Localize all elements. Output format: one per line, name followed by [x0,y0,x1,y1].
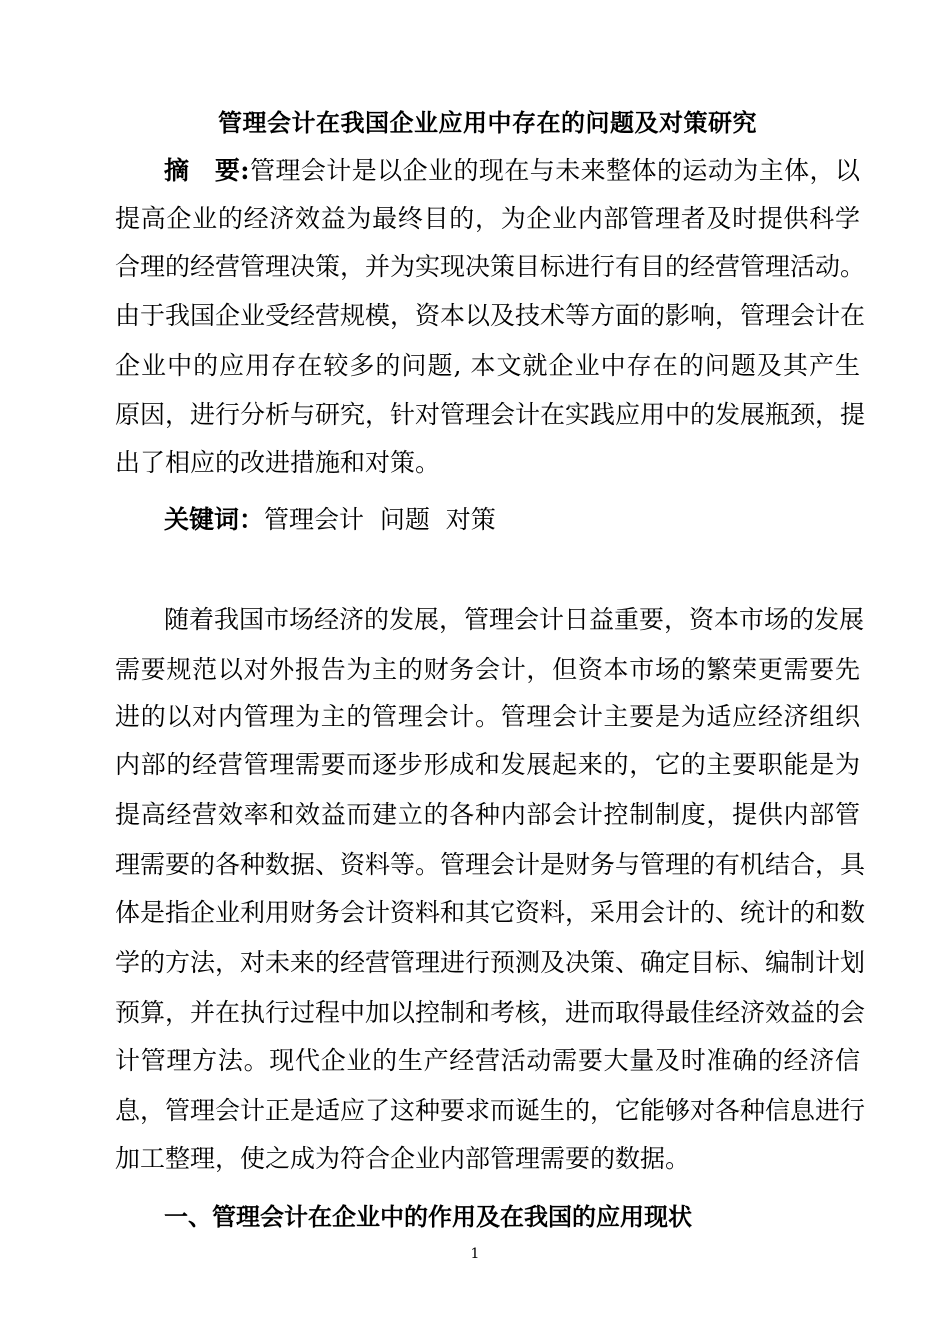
abstract-line-3: 合理的经营管理决策，并为实现决策目标进行有目的经营管理活动。 [115,252,866,281]
section-heading: 一、管理会计在企业中的作用及在我国的应用现状 [164,1202,692,1231]
body-line-11: 息，管理会计正是适应了这种要求而诞生的，它能够对各种信息进行 [115,1096,866,1125]
body-line-7: 体是指企业利用财务会计资料和其它资料，采用会计的、统计的和数 [115,898,866,927]
abstract-text: 管理会计是以企业的现在与未来整体的运动为主体，以 [249,156,860,185]
keywords-label: 关键词： [164,505,265,534]
body-line-10: 计管理方法。现代企业的生产经营活动需要大量及时准确的经济信 [115,1046,860,1075]
body-line-9: 预算，并在执行过程中加以控制和考核，进而取得最佳经济效益的会 [115,998,866,1027]
abstract-line-5: 企业中的应用存在较多的问题, 本文就企业中存在的问题及其产生 [115,351,860,380]
body-line-6: 理需要的各种数据、资料等。管理会计是财务与管理的有机结合，具 [115,850,866,879]
document-title: 管理会计在我国企业应用中存在的问题及对策研究 [218,108,757,137]
abstract-line-4: 由于我国企业受经营规模，资本以及技术等方面的影响，管理会计在 [115,301,866,330]
abstract-label: 摘 要: [164,156,250,185]
keywords-line [164,500,860,540]
abstract-line-6: 原因，进行分析与研究，针对管理会计在实践应用中的发展瓶颈，提 [115,400,866,429]
body-line-8: 学的方法，对未来的经营管理进行预测及决策、确定目标、编制计划 [115,948,866,977]
body-line-3: 进的以对内管理为主的管理会计。管理会计主要是为适应经济组织 [115,702,860,731]
body-line-1: 随着我国市场经济的发展，管理会计日益重要，资本市场的发展 [164,605,865,634]
keywords-text: 管理会计 问题 对策 [264,505,496,534]
body-line-4: 内部的经营管理需要而逐步形成和发展起来的，它的主要职能是为 [115,750,860,779]
page-number: 1 [470,1246,480,1262]
body-line-5: 提高经营效率和效益而建立的各种内部会计控制制度，提供内部管 [115,800,860,829]
body-line-12: 加工整理，使之成为符合企业内部管理需要的数据。 [115,1144,691,1173]
abstract-line-1 [164,151,860,191]
abstract-line-2: 提高企业的经济效益为最终目的，为企业内部管理者及时提供科学 [115,204,860,233]
abstract-line-7: 出了相应的改进措施和对策。 [115,448,441,477]
body-line-2: 需要规范以对外报告为主的财务会计，但资本市场的繁荣更需要先 [115,655,860,684]
